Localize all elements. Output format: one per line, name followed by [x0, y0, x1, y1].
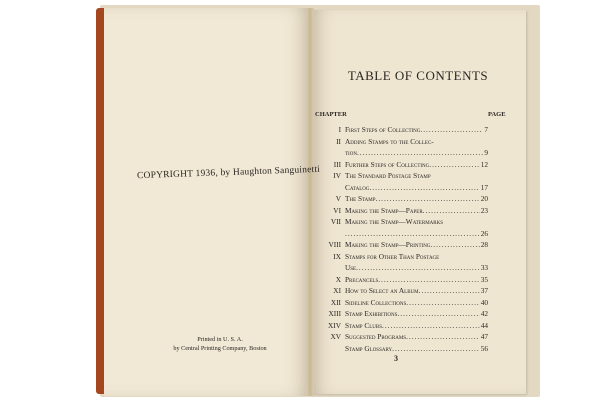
- toc-entry: [314, 239, 488, 251]
- chapter-number: XV: [330, 332, 341, 341]
- chapter-number: X: [335, 274, 341, 284]
- leader-dots: [356, 262, 480, 274]
- chapter-number: V: [335, 194, 341, 203]
- chapter-number: II: [336, 136, 341, 146]
- page-ref: 23: [480, 205, 488, 215]
- leader-dots: [357, 147, 483, 159]
- toc-entry-list: [314, 124, 488, 354]
- page-ref: 35: [480, 274, 488, 284]
- leader-dots: [419, 285, 480, 297]
- chapter-title: Precancels: [345, 274, 379, 284]
- toc-title: TABLE OF CONTENTS: [347, 68, 489, 83]
- chapter-title: Suggested Programs: [345, 332, 407, 341]
- page-ref: 28: [480, 240, 488, 249]
- chapter-column-header: CHAPTER: [315, 111, 347, 118]
- chapter-title: How to Select an Album: [345, 286, 419, 295]
- page-ref: 9: [484, 148, 488, 157]
- toc-entry: [314, 216, 488, 239]
- toc-entry: [314, 297, 488, 309]
- leader-dots: [345, 228, 480, 240]
- chapter-number: IV: [333, 171, 341, 180]
- printed-line-1: Printed in U. S. A.: [197, 336, 243, 343]
- leader-dots: [423, 205, 480, 217]
- page-ref: 42: [480, 309, 488, 318]
- chapter-title: First Steps of Collecting: [345, 125, 421, 134]
- chapter-title: Making the Stamp—Watermarks: [345, 217, 443, 226]
- chapter-title: Further Steps of Collecting: [345, 159, 430, 169]
- printed-line-2: by Central Printing Company, Boston: [173, 345, 267, 352]
- chapter-number: VI: [333, 205, 341, 215]
- printer-imprint: [130, 335, 310, 353]
- toc-entry: [314, 124, 488, 136]
- chapter-title: Stamp Exhibitions: [345, 309, 398, 318]
- leader-dots: [397, 308, 479, 320]
- toc-entry: [314, 320, 488, 332]
- chapter-number: XIII: [328, 309, 341, 318]
- leader-dots: [392, 343, 480, 355]
- page-ref: 47: [480, 332, 488, 341]
- chapter-title-continued: Use: [345, 263, 357, 272]
- toc-entry: [314, 159, 488, 171]
- chapter-number: I: [338, 125, 341, 134]
- page-ref: 12: [480, 159, 488, 169]
- page-ref: 26: [480, 228, 488, 238]
- page-ref: 40: [480, 297, 488, 307]
- chapter-number: VII: [330, 217, 341, 226]
- chapter-title: The Standard Postage Stamp: [345, 171, 431, 180]
- chapter-title: Stamp Glossary: [345, 343, 393, 353]
- chapter-title: Adding Stamps to the Collec-: [345, 136, 434, 146]
- page-number: 3: [394, 354, 398, 363]
- leader-dots: [430, 239, 479, 251]
- page-ref: 33: [480, 263, 488, 272]
- chapter-title: Stamps for Other Than Postage: [345, 251, 440, 261]
- leader-dots: [376, 193, 480, 205]
- page-ref: 20: [480, 194, 488, 203]
- toc-entry: [314, 136, 488, 159]
- leader-dots: [429, 159, 479, 171]
- chapter-title: Making the Stamp—Paper: [345, 205, 423, 215]
- chapter-title: Sideline Collections: [345, 297, 407, 307]
- leader-dots: [420, 124, 483, 136]
- page-ref: 44: [480, 320, 488, 330]
- chapter-title: Stamp Clubs: [345, 320, 383, 330]
- page-ref: 7: [484, 125, 488, 134]
- page-ref: 37: [480, 286, 488, 295]
- chapter-number: III: [333, 159, 341, 169]
- page-ref: 17: [480, 182, 488, 192]
- page-ref: 56: [480, 343, 488, 353]
- chapter-number: [314, 343, 345, 355]
- leader-dots: [369, 182, 479, 194]
- chapter-number: XI: [333, 286, 341, 295]
- chapter-title: The Stamp: [345, 194, 376, 203]
- leader-dots: [378, 274, 479, 286]
- copyright-notice: COPYRIGHT 1936, by Haughton Sanguinetti: [136, 164, 321, 182]
- leader-dots: [382, 320, 480, 332]
- toc-entry: [314, 285, 488, 297]
- toc-entry: [314, 274, 488, 286]
- chapter-title-continued: tion: [345, 148, 357, 157]
- chapter-number: XII: [330, 297, 341, 307]
- chapter-title: Making the Stamp—Printing: [345, 240, 431, 249]
- chapter-number: VIII: [328, 240, 341, 249]
- toc-entry: [314, 193, 488, 205]
- chapter-number: XIV: [328, 320, 341, 330]
- toc-entry: [314, 331, 488, 343]
- leader-dots: [406, 331, 480, 343]
- toc-entry: [314, 251, 488, 274]
- toc-entry: [314, 170, 488, 193]
- toc-entry: [314, 343, 488, 355]
- toc-entry: [314, 205, 488, 217]
- toc-entry: [314, 308, 488, 320]
- page-column-header: PAGE: [488, 111, 506, 118]
- chapter-number: IX: [333, 251, 341, 261]
- leader-dots: [406, 297, 479, 309]
- chapter-title-continued: Catalog: [345, 182, 370, 192]
